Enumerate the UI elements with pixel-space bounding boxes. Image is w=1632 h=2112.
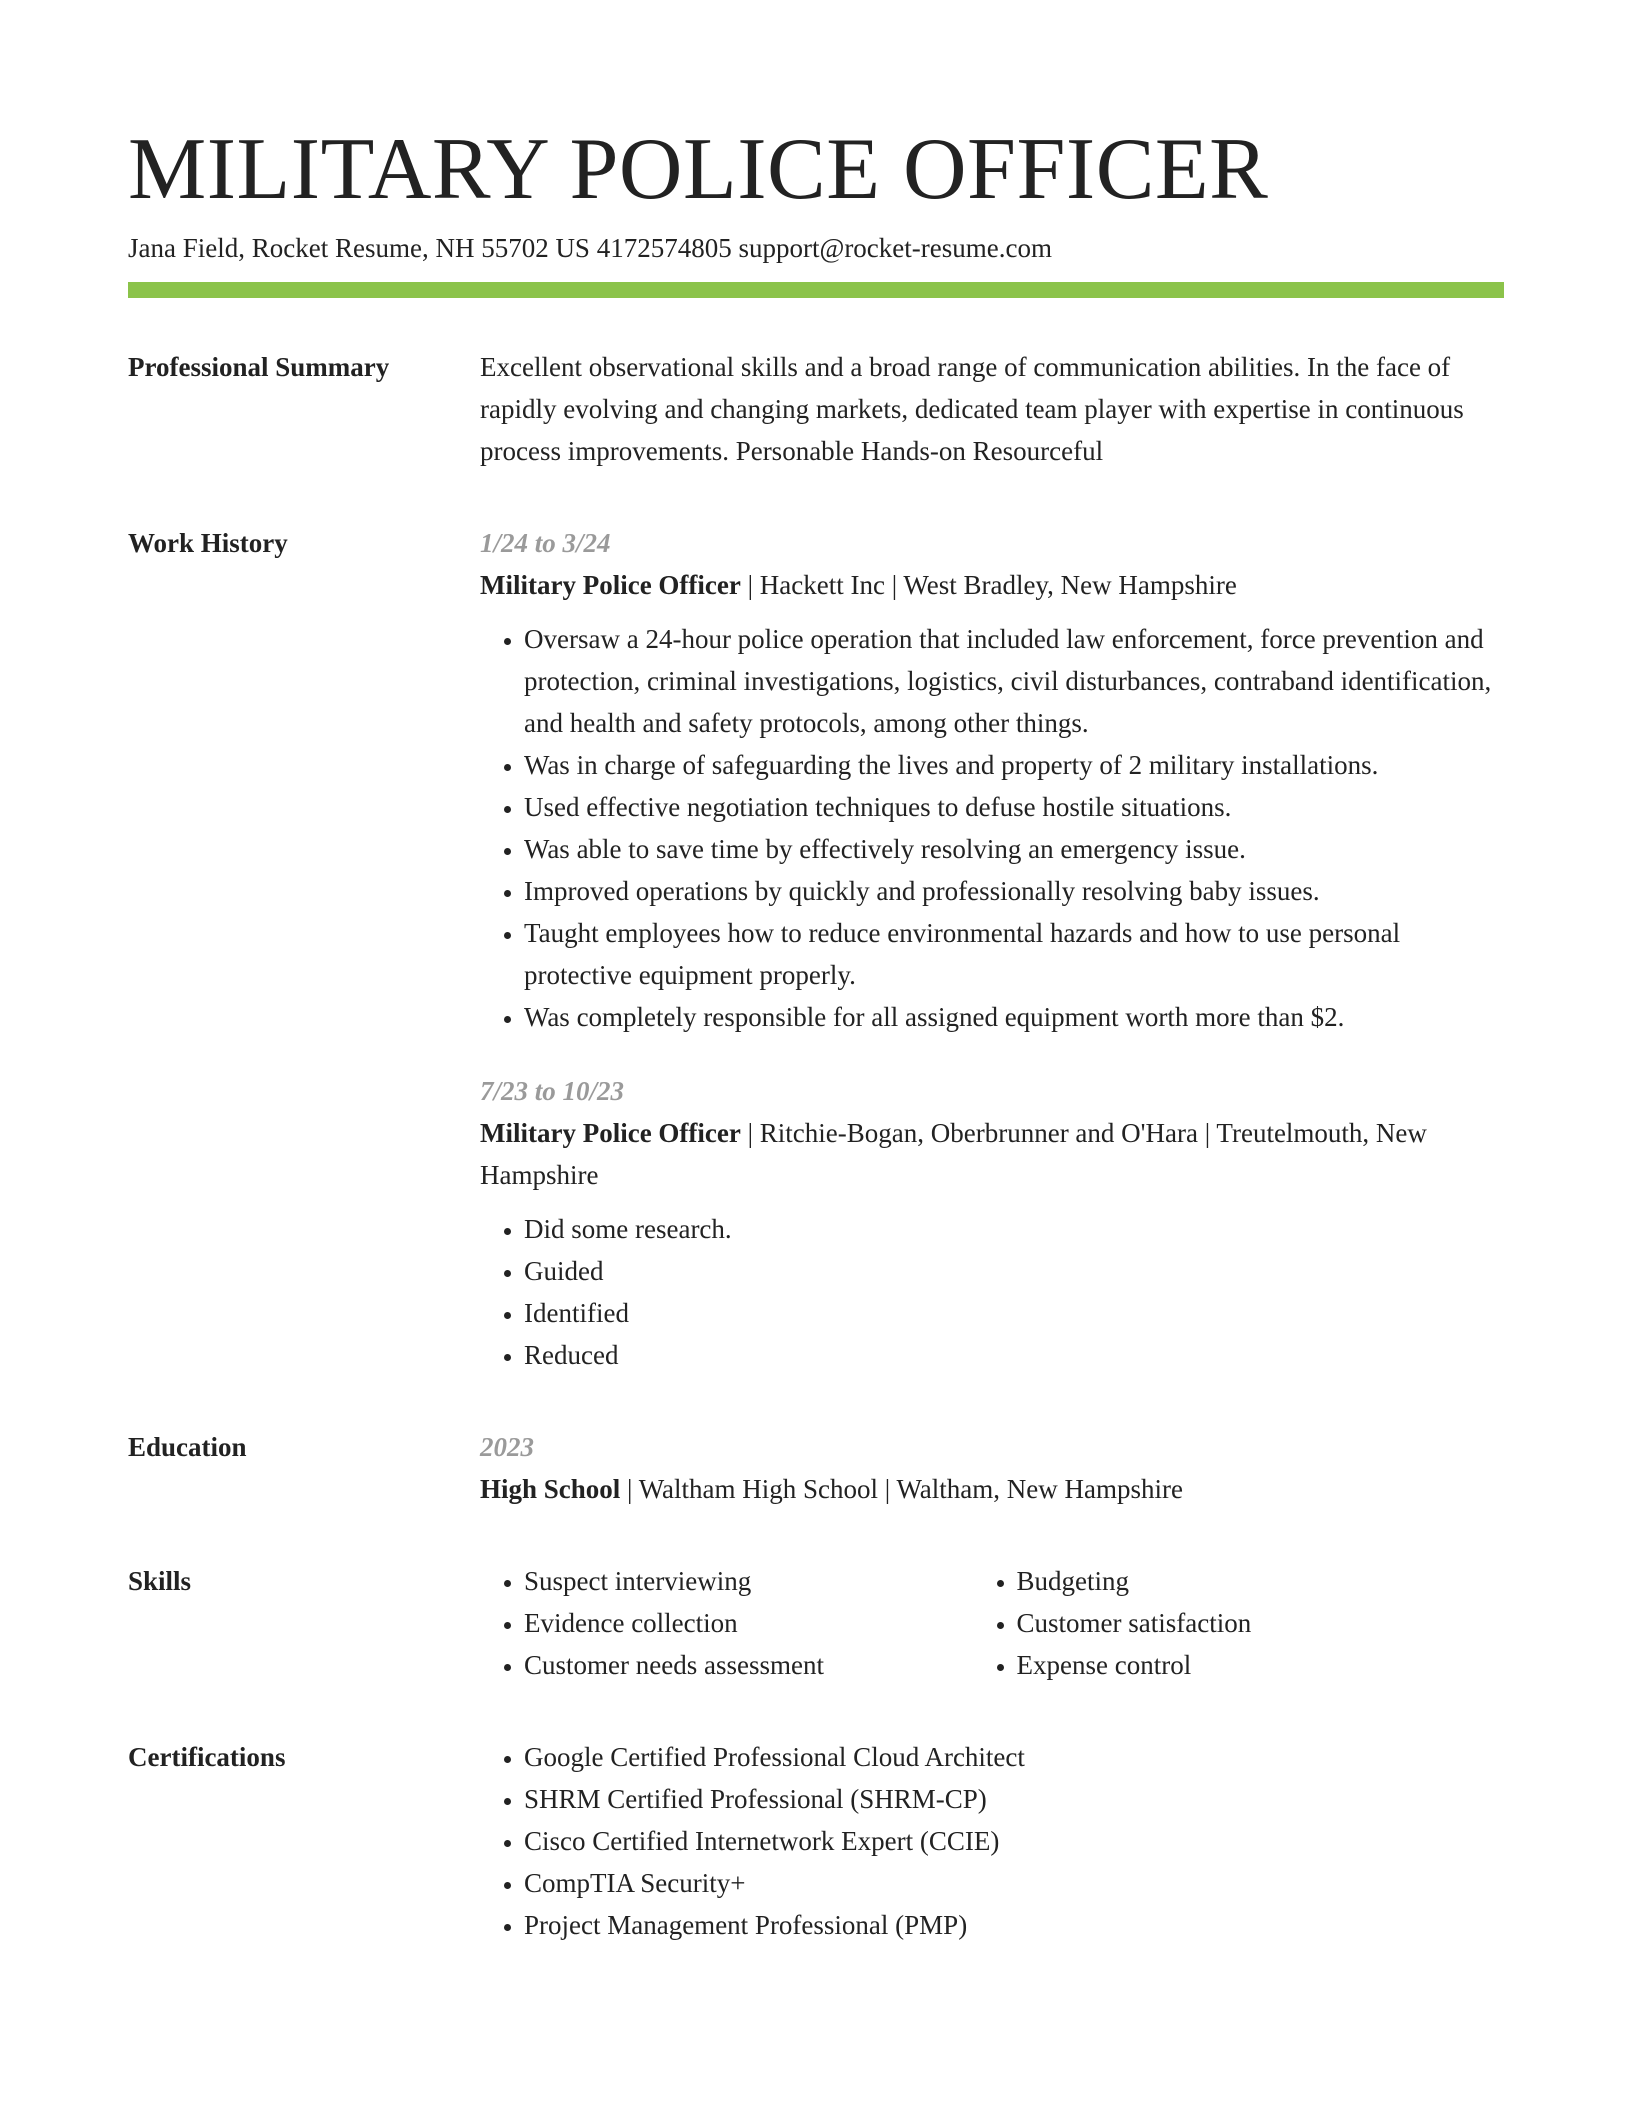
job-title: Military Police Officer	[480, 570, 741, 600]
list-item: • CompTIA Security+	[524, 1862, 1504, 1904]
section-certifications	[128, 1736, 1504, 1946]
job-company: Hackett Inc	[759, 570, 885, 600]
list-item: • Suspect interviewing	[524, 1560, 973, 1602]
section-label: Professional Summary	[128, 352, 390, 382]
section-body	[480, 1560, 1504, 1686]
list-item: • Customer satisfaction	[1017, 1602, 1505, 1644]
header-divider	[128, 282, 1504, 298]
list-item: • Customer needs assessment	[524, 1644, 973, 1686]
certifications-list	[480, 1736, 1504, 1946]
section-skills	[128, 1560, 1504, 1686]
education-location: Waltham, New Hampshire	[896, 1474, 1183, 1504]
job-bullets	[480, 618, 1504, 1038]
contact-email: support@rocket-resume.com	[738, 233, 1052, 263]
list-item: • Google Certified Professional Cloud Architect	[524, 1736, 1504, 1778]
contact-line	[128, 230, 1504, 266]
separator	[620, 1474, 638, 1504]
list-item: • Cisco Certified Internetwork Expert (CCIE)	[524, 1820, 1504, 1862]
contact-name-address: Jana Field, Rocket Resume, NH 55702 US	[128, 233, 590, 263]
job-heading	[480, 1112, 1504, 1196]
section-body	[480, 346, 1504, 472]
list-item: • Identified	[524, 1292, 1504, 1334]
education-degree: High School	[480, 1474, 621, 1504]
skills-column	[480, 1560, 973, 1686]
education-school: Waltham High School	[638, 1474, 879, 1504]
section-body	[480, 522, 1504, 1376]
list-item: • Budgeting	[1017, 1560, 1505, 1602]
list-item: • Project Management Professional (PMP)	[524, 1904, 1504, 1946]
job-dates: 1/24 to 3/24	[480, 528, 611, 558]
job-dates: 7/23 to 10/23	[480, 1076, 625, 1106]
job-entry	[480, 1070, 1504, 1376]
summary-text: Excellent observational skills and a broad range of communication abilities. In the face of rapidly evolving and changing markets, dedicated team player with expertise in continuous process improvements. Personable Hands-on Resourceful	[480, 352, 1464, 466]
list-item: • Evidence collection	[524, 1602, 973, 1644]
list-item: • Was in charge of safeguarding the lives and property of 2 military installations.	[524, 744, 1504, 786]
list-item: • SHRM Certified Professional (SHRM-CP)	[524, 1778, 1504, 1820]
separator	[1198, 1118, 1216, 1148]
job-location: Treutelmouth, New Hampshire	[480, 1118, 1427, 1190]
list-item: • Guided	[524, 1250, 1504, 1292]
section-work-history	[128, 522, 1504, 1376]
section-label: Education	[128, 1432, 247, 1462]
contact-phone: 4172574805	[596, 233, 732, 263]
list-item: • Improved operations by quickly and professionally resolving baby issues.	[524, 870, 1504, 912]
resume-title: MILITARY POLICE OFFICER	[128, 121, 1269, 218]
section-education	[128, 1426, 1504, 1510]
list-item: • Reduced	[524, 1334, 1504, 1376]
list-item: • Oversaw a 24-hour police operation that included law enforcement, force prevention and protection, criminal investigations, logistics, civil disturbances, contraband identification, and health and safety protocols, among other things.	[524, 618, 1504, 744]
separator	[741, 570, 760, 600]
job-bullets	[480, 1208, 1504, 1376]
section-body	[480, 1736, 1504, 1946]
job-company: Ritchie-Bogan, Oberbrunner and O'Hara	[759, 1118, 1198, 1148]
section-body	[480, 1426, 1504, 1510]
list-item: • Was completely responsible for all assigned equipment worth more than $2.	[524, 996, 1504, 1038]
separator	[878, 1474, 896, 1504]
list-item: • Expense control	[1017, 1644, 1505, 1686]
job-heading	[480, 564, 1504, 606]
list-item: • Used effective negotiation techniques to defuse hostile situations.	[524, 786, 1504, 828]
skills-column	[973, 1560, 1505, 1686]
education-year: 2023	[480, 1432, 534, 1462]
list-item: • Did some research.	[524, 1208, 1504, 1250]
section-summary	[128, 346, 1504, 472]
job-location: West Bradley, New Hampshire	[903, 570, 1237, 600]
separator	[885, 570, 903, 600]
job-entry	[480, 522, 1504, 1038]
resume-page	[128, 120, 1504, 1946]
separator	[741, 1118, 760, 1148]
list-item: • Was able to save time by effectively resolving an emergency issue.	[524, 828, 1504, 870]
job-title: Military Police Officer	[480, 1118, 741, 1148]
section-label: Skills	[128, 1566, 192, 1596]
skills-grid	[480, 1560, 1504, 1686]
list-item: • Taught employees how to reduce environmental hazards and how to use personal protective equipment properly.	[524, 912, 1504, 996]
section-label: Work History	[128, 528, 288, 558]
education-heading	[480, 1468, 1504, 1510]
section-label: Certifications	[128, 1742, 286, 1772]
